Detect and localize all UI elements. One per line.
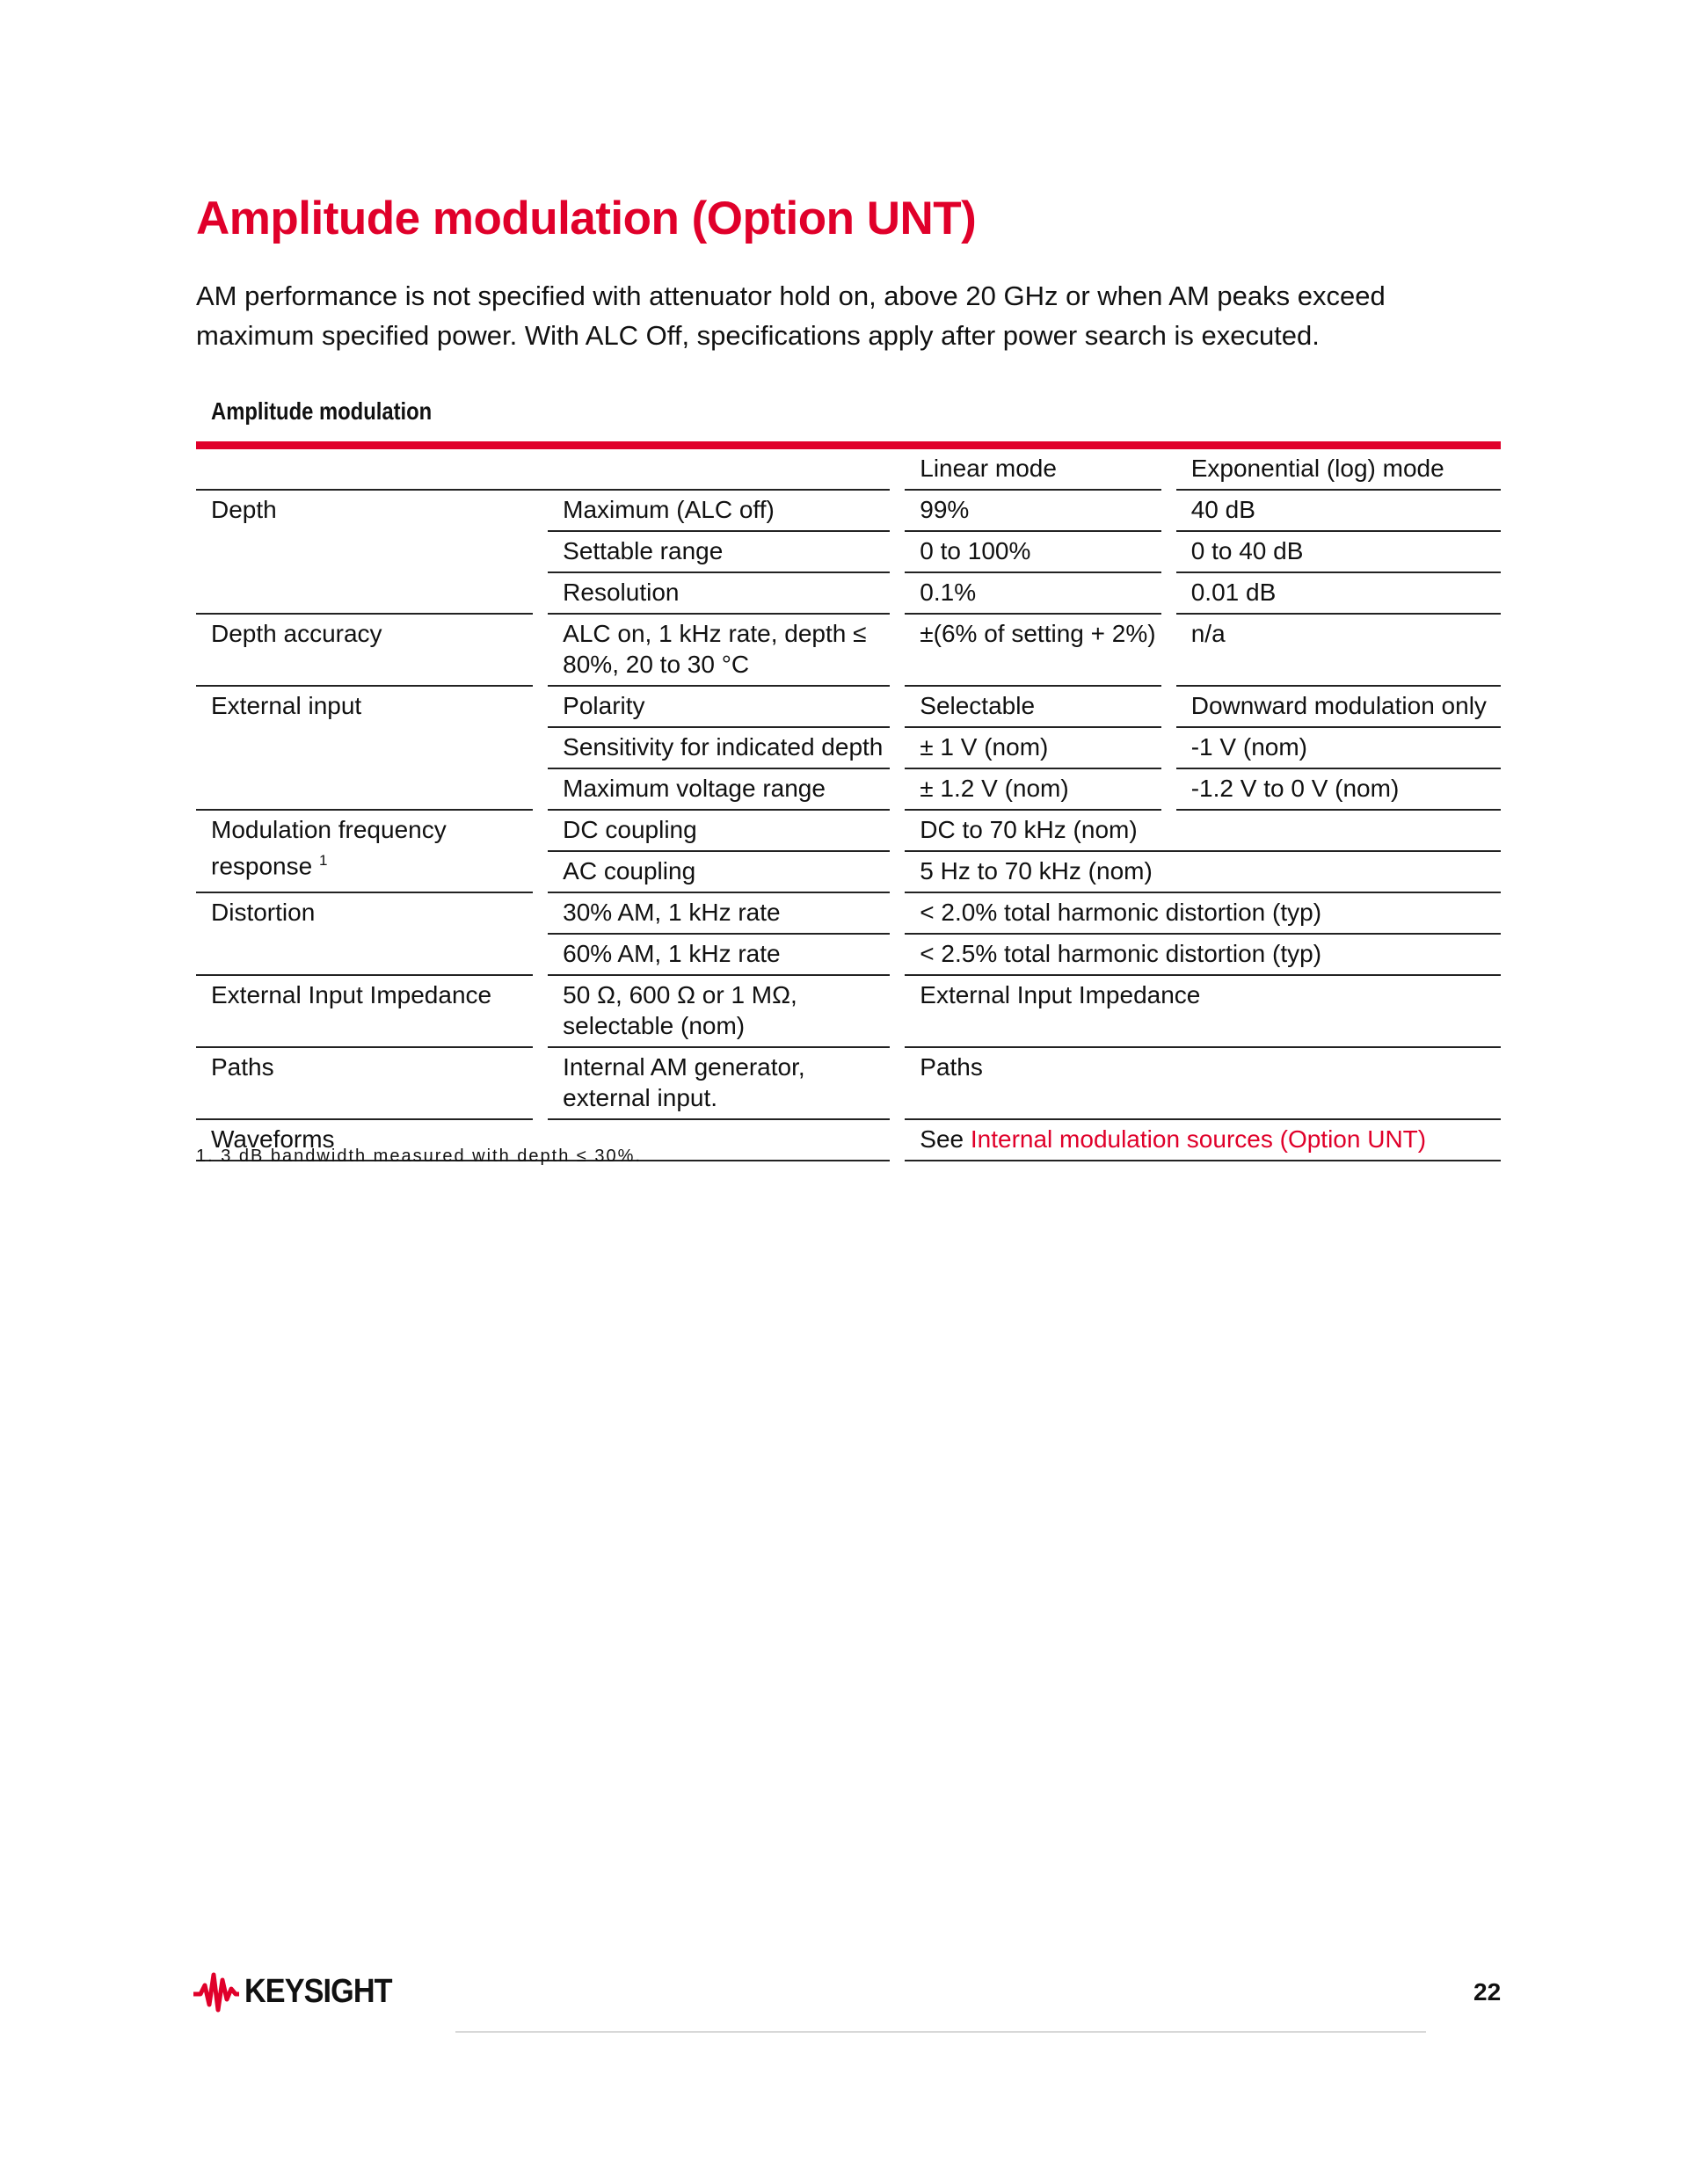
table-row [196,1048,1501,1120]
cell: -1 V (nom) [1176,728,1501,769]
table-row [196,615,1501,687]
cell: Settable range [548,532,890,573]
footnote: 1. 3 dB bandwidth measured with depth ≤ 30%. [196,1147,643,1166]
page-title: Amplitude modulation (Option UNT) [196,193,977,244]
cell: 0 to 40 dB [1176,532,1501,573]
table-row [196,976,1501,1048]
cell: Maximum (ALC off) [548,491,890,532]
cell: 30% AM, 1 kHz rate [548,893,890,935]
cell: Selectable [905,687,1160,728]
intro-paragraph: AM performance is not specified with attenuator hold on, above 20 GHz or when AM peaks exceed maximum specified power. With ALC Off, specifications apply after power search is executed. [196,280,1386,351]
page-number: 22 [1473,1978,1502,2006]
cell: DC to 70 kHz (nom) [905,811,1501,852]
cell: < 2.5% total harmonic distortion (typ) [905,935,1501,976]
logo-text: KEYSIGHT [244,1972,392,2010]
table-row [196,687,1501,728]
cell: n/a [1176,615,1501,687]
header-log: Exponential (log) mode [1176,449,1501,491]
footnote-ref: 1 [318,852,328,869]
cell: 50 Ω, 600 Ω or 1 MΩ, selectable (nom) [548,976,890,1048]
internal-modulation-link[interactable]: Internal modulation sources (Option UNT) [970,1125,1427,1153]
row-label [196,811,533,893]
cell: AC coupling [548,852,890,893]
table-caption: Amplitude modulation [211,397,433,425]
row-label: External Input Impedance [196,976,533,1048]
cell: Internal AM generator, external input. [548,1048,890,1120]
keysight-wave-icon [192,1969,241,2013]
row-label-text: Modulation frequency response [211,816,447,880]
cell: 0.01 dB [1176,573,1501,615]
cell: 40 dB [1176,491,1501,532]
header-linear: Linear mode [905,449,1160,491]
cell: Resolution [548,573,890,615]
table-row [196,893,1501,935]
cell: ± 1.2 V (nom) [905,769,1160,811]
cell: Sensitivity for indicated depth [548,728,890,769]
cell: 0.1% [905,573,1160,615]
cell: 5 Hz to 70 kHz (nom) [905,852,1501,893]
cell: Downward modulation only [1176,687,1501,728]
cell: -1.2 V to 0 V (nom) [1176,769,1501,811]
table-header-row [196,449,1501,491]
cell [905,1120,1501,1161]
cell: 0 to 100% [905,532,1160,573]
row-label: External input [196,687,533,811]
cell: ± 1 V (nom) [905,728,1160,769]
footer-divider [455,2031,1426,2033]
row-label: Waveforms [196,1120,890,1161]
cell: ±(6% of setting + 2%) [905,615,1160,687]
row-label: Paths [196,1048,533,1120]
cell: ALC on, 1 kHz rate, depth ≤ 80%, 20 to 30 °C [548,615,890,687]
cell: Maximum voltage range [548,769,890,811]
cell: 99% [905,491,1160,532]
table-row [196,811,1501,852]
row-label: Distortion [196,893,533,976]
table-row [196,491,1501,532]
cell: External Input Impedance [905,976,1501,1048]
cell: Polarity [548,687,890,728]
keysight-logo [192,1969,408,2013]
cell-text: See [920,1125,971,1153]
table-top-rule [196,441,1501,449]
cell: DC coupling [548,811,890,852]
cell: Paths [905,1048,1501,1120]
spec-table [181,441,1516,1161]
row-label: Depth [196,491,533,615]
cell: 60% AM, 1 kHz rate [548,935,890,976]
cell: < 2.0% total harmonic distortion (typ) [905,893,1501,935]
row-label: Depth accuracy [196,615,533,687]
